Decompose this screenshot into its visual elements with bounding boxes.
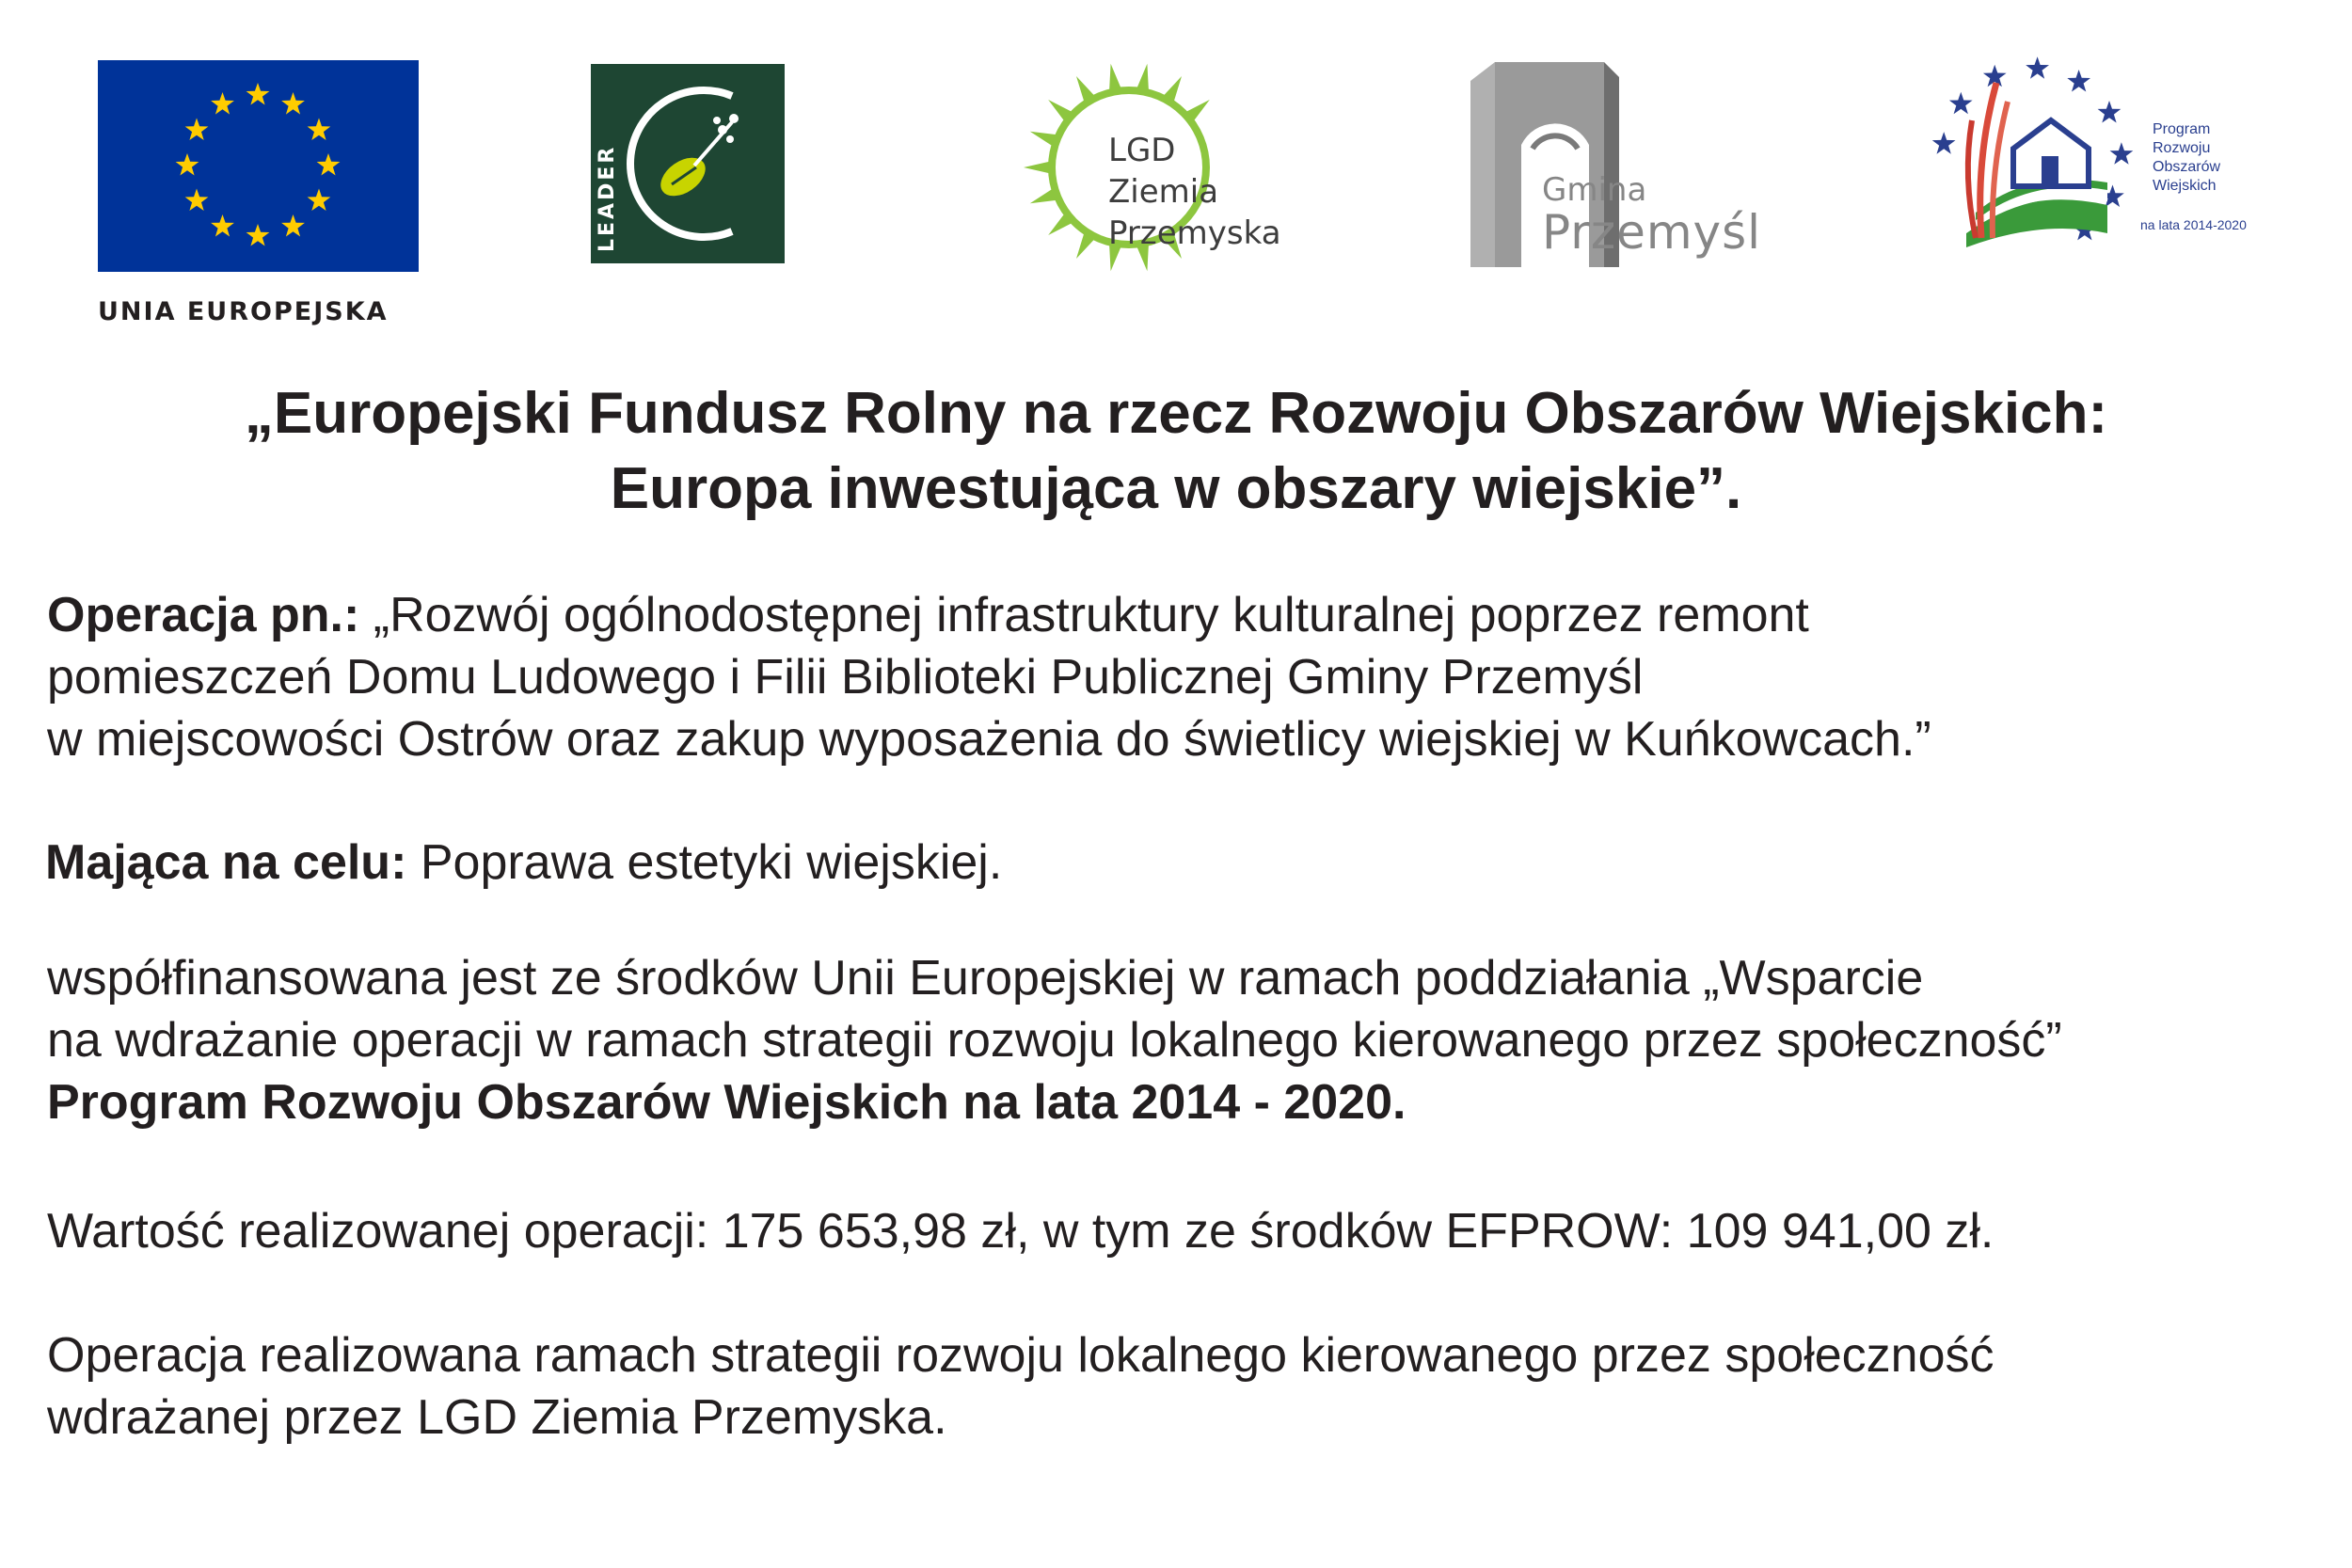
prow-line: Rozwoju [2153, 140, 2211, 156]
page-title [0, 376, 2352, 527]
title-line: Europa inwestująca w obszary wiejskie”. [610, 456, 1742, 521]
prow-logo [1910, 45, 2249, 261]
prow-star-icon [2110, 142, 2134, 165]
realization-paragraph [47, 1324, 2343, 1449]
lgd-line: LGD [1108, 132, 1176, 169]
prow-star-icon [1949, 92, 1973, 115]
title-line: „Europejski Fundusz Rolny na rzecz Rozwoju Obszarów Wiejskich: [244, 381, 2108, 446]
prow-line: Wiejskich [2153, 178, 2217, 194]
gmina-small-text: Gmina [1542, 171, 1647, 209]
operation-text: „Rozwój ogólnodostępnej infrastruktury kulturalnej poprzez remont [359, 588, 1809, 642]
financing-paragraph [47, 947, 2343, 1133]
goal-line [45, 832, 2341, 894]
prow-star-icon [2098, 101, 2122, 123]
financing-line-3 [47, 1071, 2343, 1133]
operation-line-3: w miejscowości Ostrów oraz zakup wyposażenia do świetlicy wiejskiej w Kuńkowcach.” [47, 712, 1931, 767]
operation-paragraph [47, 584, 2343, 770]
leader-logo [591, 64, 793, 263]
goal-label: Mająca na celu: [45, 835, 407, 890]
financing-line-2: na wdrażanie operacji w ramach strategii rozwoju lokalnego kierowanego przez społeczność” [47, 1013, 2062, 1068]
lgd-line: Ziemia [1108, 173, 1219, 211]
leader-icon [591, 64, 793, 263]
eu-caption: UNIA EUROPEJSKA [98, 297, 389, 326]
prow-years: na lata 2014-2020 [2140, 217, 2247, 232]
financing-line-1: współfinansowana jest ze środków Unii Europejskiej w ramach poddziałania „Wsparcie [47, 951, 1924, 1006]
gmina-big-text: Przemyśl [1542, 205, 1762, 260]
goal-text: Poprawa estetyki wiejskiej. [406, 835, 1003, 890]
prow-emblem-icon [1910, 45, 2145, 261]
eu-logo [98, 60, 433, 333]
realization-line-2: wdrażanej przez LGD Ziemia Przemyska. [47, 1390, 947, 1445]
lgd-line: Przemyska [1108, 214, 1281, 252]
prow-line: Obszarów [2153, 159, 2221, 175]
logo-bar [0, 0, 2352, 339]
operation-label: Operacja pn.: [47, 588, 360, 642]
eu-flag-icon [98, 60, 419, 272]
lgd-logo [988, 55, 1289, 276]
operation-line-2: pomieszczeń Domu Ludowego i Filii Biblioteki Publicznej Gminy Przemyśl [47, 650, 1644, 705]
goal-paragraph [45, 832, 2341, 894]
gmina-logo [1463, 55, 1783, 271]
program-name: Program Rozwoju Obszarów Wiejskich na lata 2014 - 2020. [47, 1075, 1406, 1130]
value-line: Wartość realizowanej operacji: 175 653,98 zł, w tym ze środków EFPROW: 109 941,00 zł. [47, 1204, 1994, 1259]
operation-line-1 [47, 584, 2343, 646]
prow-star-icon [1932, 132, 1956, 154]
lgd-text [1108, 130, 1296, 254]
prow-star-icon [2026, 56, 2049, 78]
realization-line-1: Operacja realizowana ramach strategii rozwoju lokalnego kierowanego przez społeczność [47, 1328, 1994, 1383]
prow-line: Program [2153, 121, 2211, 137]
prow-text [2153, 120, 2265, 196]
value-paragraph [47, 1200, 2343, 1262]
prow-star-icon [2067, 70, 2090, 92]
leader-text: LEADER [596, 144, 619, 252]
